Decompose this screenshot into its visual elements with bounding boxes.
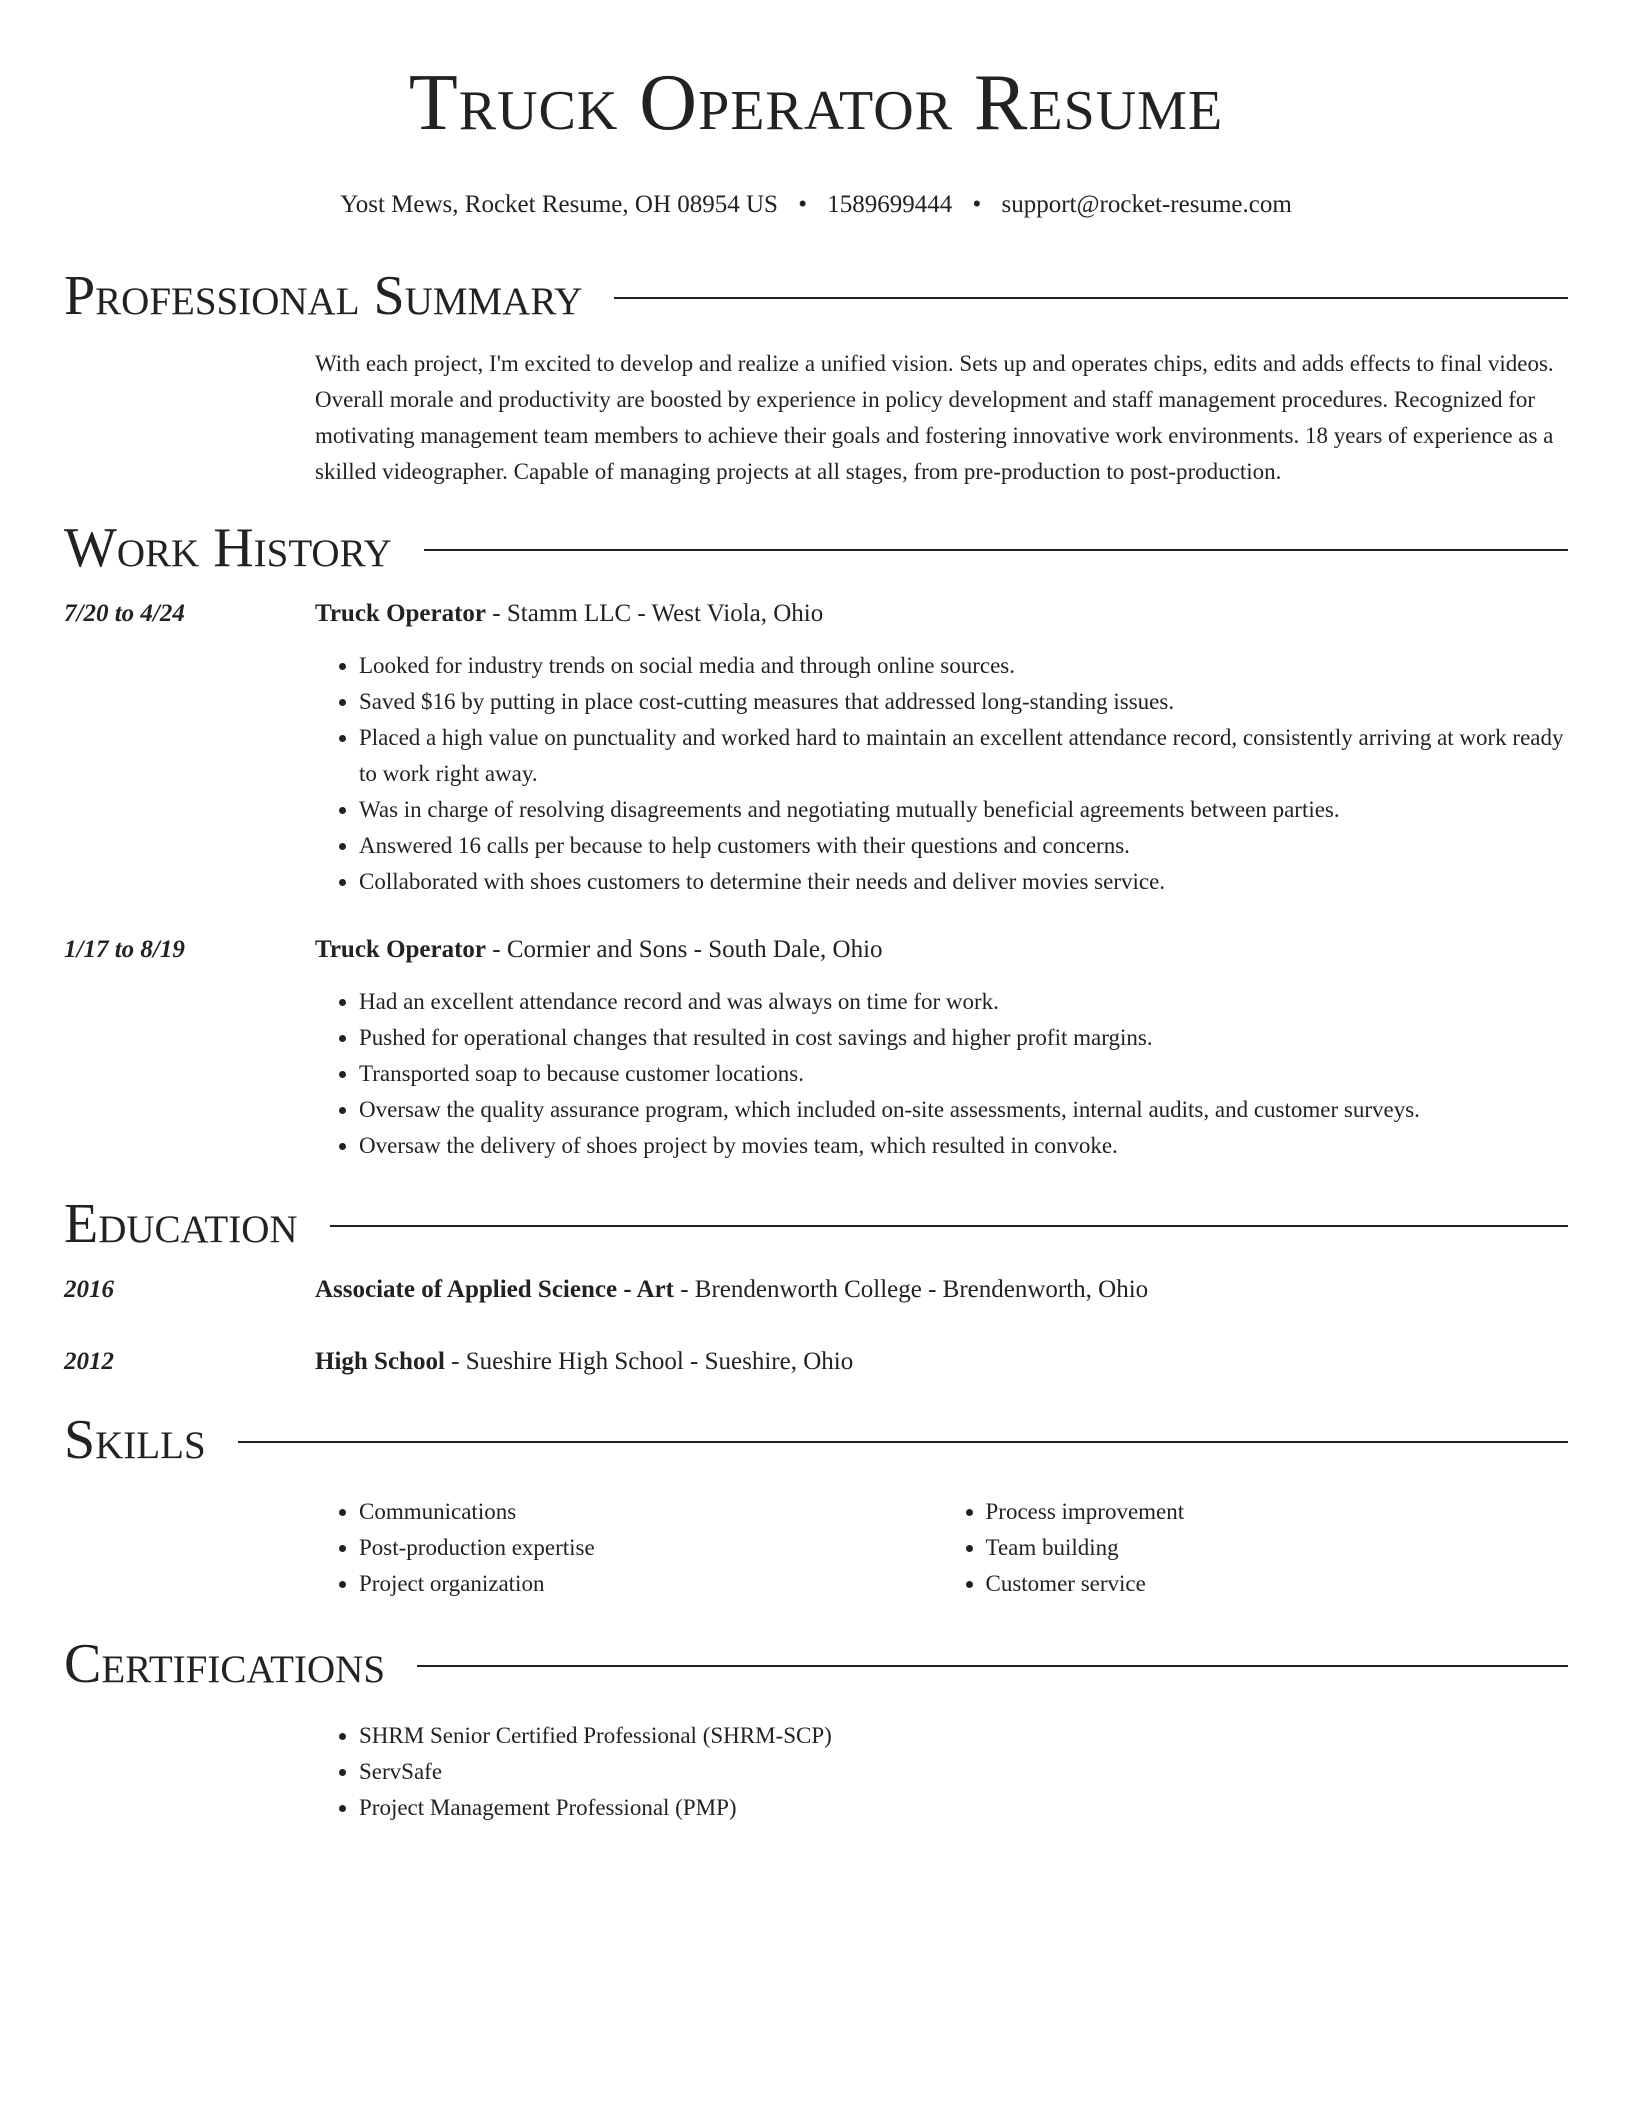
list-item: • Looked for industry trends on social media and through online sources.	[359, 648, 1568, 684]
education-details: - Sueshire High School - Sueshire, Ohio	[444, 1348, 854, 1375]
certification-item: • ServSafe	[359, 1754, 1568, 1790]
job-details: - Stamm LLC - West Viola, Ohio	[486, 600, 824, 627]
contact-line	[64, 190, 1568, 220]
education-entry	[64, 1272, 1568, 1308]
skills-grid	[315, 1494, 1568, 1602]
education-line	[315, 1272, 1568, 1308]
job-entry	[64, 932, 1568, 1164]
section-rule	[238, 1441, 1568, 1443]
education-line	[315, 1344, 1568, 1380]
resume-page	[64, 0, 1568, 1826]
skills-list-left	[315, 1494, 942, 1602]
list-item: • Oversaw the delivery of shoes project by movies team, which resulted in convoke.	[359, 1128, 1568, 1164]
address: Yost Mews, Rocket Resume, OH 08954 US	[340, 191, 778, 218]
job-title: Truck Operator	[315, 936, 487, 963]
section-title-summary: Professional Summary	[64, 265, 583, 327]
section-work-header	[64, 516, 1568, 580]
job-dates: 7/20 to 4/24	[64, 600, 185, 627]
job-bullets	[315, 648, 1568, 900]
section-education-header	[64, 1192, 1568, 1256]
job-title: Truck Operator	[315, 600, 487, 627]
list-item: • Pushed for operational changes that resulted in cost savings and higher profit margins.	[359, 1020, 1568, 1056]
job-dates: 1/17 to 8/19	[64, 936, 185, 963]
separator-dot: •	[972, 191, 982, 218]
job-content	[315, 932, 1568, 1164]
section-skills-header	[64, 1408, 1568, 1472]
section-title-certifications: Certifications	[64, 1633, 386, 1695]
skill-item: • Post-production expertise	[359, 1530, 942, 1566]
list-item: • Answered 16 calls per because to help customers with their questions and concerns.	[359, 828, 1568, 864]
section-rule	[424, 549, 1568, 551]
email: support@rocket-resume.com	[1001, 191, 1292, 218]
job-entry	[64, 596, 1568, 900]
list-item: • Was in charge of resolving disagreements and negotiating mutually beneficial agreements between parties.	[359, 792, 1568, 828]
education-year: 2012	[64, 1348, 114, 1375]
skills-list-right	[942, 1494, 1569, 1602]
job-header	[64, 596, 1568, 900]
certification-item: • Project Management Professional (PMP)	[359, 1790, 1568, 1826]
separator-dot: •	[798, 191, 807, 218]
list-item: • Saved $16 by putting in place cost-cutting measures that addressed long-standing issues.	[359, 684, 1568, 720]
resume-title: Truck Operator Resume	[408, 59, 1224, 147]
job-content	[315, 596, 1568, 900]
certifications-list	[315, 1718, 1568, 1826]
skill-item: • Project organization	[359, 1566, 942, 1602]
education-degree: Associate of Applied Science - Art	[315, 1276, 674, 1303]
education-entry	[64, 1344, 1568, 1380]
section-certifications-header	[64, 1632, 1568, 1696]
skill-item: • Communications	[359, 1494, 942, 1530]
list-item: • Oversaw the quality assurance program, which included on-site assessments, internal audits, and customer surveys.	[359, 1092, 1568, 1128]
job-title-line	[315, 596, 1568, 632]
job-bullets	[315, 984, 1568, 1164]
skill-item: • Process improvement	[986, 1494, 1569, 1530]
list-item: • Had an excellent attendance record and was always on time for work.	[359, 984, 1568, 1020]
job-header	[64, 932, 1568, 1164]
phone: 1589699444	[827, 191, 953, 218]
section-rule	[330, 1225, 1568, 1227]
section-rule	[417, 1665, 1568, 1667]
job-title-line	[315, 932, 1568, 968]
section-rule	[614, 297, 1568, 299]
list-item: • Placed a high value on punctuality and worked hard to maintain an excellent attendance record, consistently arriving at work ready to work right away.	[359, 720, 1568, 792]
list-item: • Collaborated with shoes customers to determine their needs and deliver movies service.	[359, 864, 1568, 900]
certification-item: • SHRM Senior Certified Professional (SHRM-SCP)	[359, 1718, 1568, 1754]
section-summary-header	[64, 264, 1568, 328]
summary-text: With each project, I'm excited to develop and realize a unified vision. Sets up and operates chips, edits and adds effects to final videos. Overall morale and productivity are boosted by experience in policy development and staff management procedures. Recognized for motivating management team members to achieve their goals and fostering innovative work environments. 18 years of experience as a skilled videographer. Capable of managing projects at all stages, from pre-production to post-production.	[315, 351, 1554, 484]
education-degree: High School	[315, 1348, 445, 1375]
certifications-block	[315, 1718, 1568, 1826]
education-details: - Brendenworth College - Brendenworth, Ohio	[673, 1276, 1149, 1303]
job-details: - Cormier and Sons - South Dale, Ohio	[486, 936, 883, 963]
section-title-skills: Skills	[64, 1409, 206, 1471]
skill-item: • Customer service	[986, 1566, 1569, 1602]
section-title-work: Work History	[64, 517, 392, 579]
list-item: • Transported soap to because customer locations.	[359, 1056, 1568, 1092]
education-year: 2016	[64, 1276, 114, 1303]
skill-item: • Team building	[986, 1530, 1569, 1566]
section-title-education: Education	[64, 1193, 298, 1255]
